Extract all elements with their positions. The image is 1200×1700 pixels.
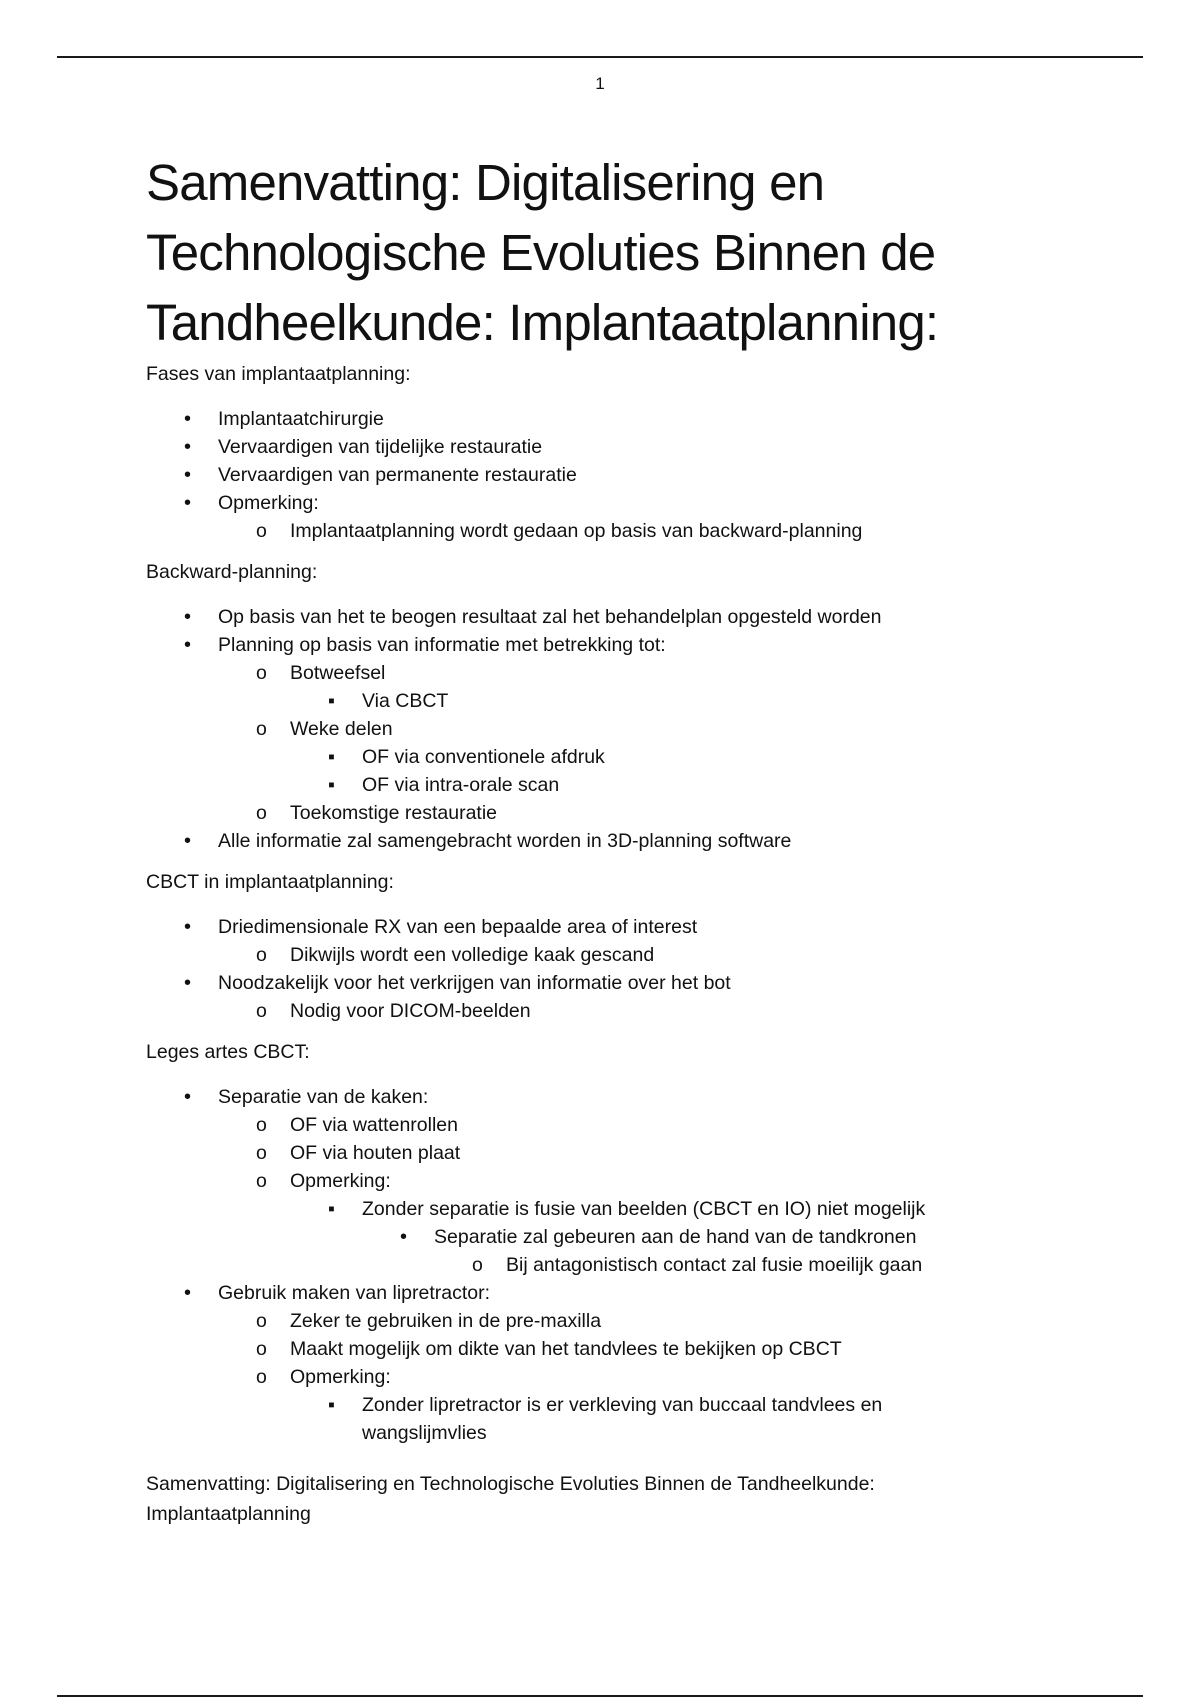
section-heading-cbct: CBCT in implantaatplanning: <box>146 871 394 893</box>
list-item: • Vervaardigen van permanente restauratie <box>184 464 577 486</box>
list-item: o Nodig voor DICOM-beelden <box>256 1000 531 1022</box>
list-item: o Bij antagonistisch contact zal fusie moeilijk gaan <box>472 1254 923 1276</box>
title-line: Tandheelkunde: Implantaatplanning: <box>146 294 939 351</box>
list-item: • Separatie van de kaken: o OF via wattenrollen o OF via houten plaat o Opmerking: ▪ Zonder separatie is fusie van beelden (CBCT en IO) niet mogelijk • Separatie zal gebeuren aan de hand van de tandkronen o Bij antagonistisch contact zal fusie moeilijk gaan <box>146 1083 1146 1279</box>
list-item: o OF via wattenrollen <box>256 1114 458 1136</box>
section-heading-backward: Backward-planning: <box>146 561 318 583</box>
list-item: • Vervaardigen van tijdelijke restauratie <box>184 436 543 458</box>
list-item: o Opmerking: ▪ Zonder lipretractor is er verkleving van buccaal tandvlees en wangslijmvlies <box>218 1363 1146 1447</box>
list-item: o Weke delen ▪ OF via conventionele afdruk ▪ OF via intra-orale scan <box>218 715 1146 799</box>
footer-rule <box>57 1695 1143 1697</box>
title-line: Samenvatting: Digitalisering en <box>146 154 825 211</box>
list-item: o Implantaatplanning wordt gedaan op basis van backward-planning <box>256 520 863 542</box>
list-item: ▪ Zonder lipretractor is er verkleving van buccaal tandvlees en wangslijmvlies <box>328 1394 883 1444</box>
list-item: • Noodzakelijk voor het verkrijgen van informatie over het bot o Nodig voor DICOM-beelden <box>146 969 1146 1025</box>
list-item: o Toekomstige restauratie <box>256 802 498 824</box>
section-heading-fases: Fases van implantaatplanning: <box>146 363 411 385</box>
list-item: • Op basis van het te beogen resultaat zal het behandelplan opgesteld worden <box>184 606 882 628</box>
section-heading-leges: Leges artes CBCT: <box>146 1041 310 1063</box>
list-item: o Opmerking: ▪ Zonder separatie is fusie van beelden (CBCT en IO) niet mogelijk • Separatie zal gebeuren aan de hand van de tandkronen o Bij antagonistisch contact zal fusie moeilijk gaan <box>218 1167 1146 1279</box>
document-body <box>146 148 1146 1529</box>
list-item: o Zeker te gebruiken in de pre-maxilla <box>256 1310 602 1332</box>
list-item: ▪ Via CBCT <box>328 690 449 712</box>
leges-list <box>146 1083 1146 1447</box>
list-item: o Dikwijls wordt een volledige kaak gescand <box>256 944 655 966</box>
page-title <box>146 148 1146 358</box>
list-item: • Driedimensionale RX van een bepaalde area of interest o Dikwijls wordt een volledige kaak gescand <box>146 913 1146 969</box>
list-item: ▪ OF via intra-orale scan <box>328 774 560 796</box>
list-item: o OF via houten plaat <box>256 1142 461 1164</box>
list-item: • Separatie zal gebeuren aan de hand van de tandkronen o Bij antagonistisch contact zal fusie moeilijk gaan <box>362 1223 1146 1279</box>
title-line: Technologische Evoluties Binnen de <box>146 224 936 281</box>
footer-title: Samenvatting: Digitalisering en Technologische Evoluties Binnen de Tandheelkunde: Implantaatplanning <box>146 1473 875 1525</box>
cbct-list <box>146 913 1146 1025</box>
list-item: • Planning op basis van informatie met betrekking tot: o Botweefsel ▪ Via CBCT o Weke delen ▪ OF via conventionele afdruk ▪ OF via intra-orale scan o Toekomstige restauratie <box>146 631 1146 827</box>
page-number: 1 <box>595 74 605 93</box>
header-rule <box>57 56 1143 58</box>
list-item: • Implantaatchirurgie <box>184 408 384 430</box>
list-item: • Opmerking: o Implantaatplanning wordt gedaan op basis van backward-planning <box>146 489 1146 545</box>
list-item: ▪ Zonder separatie is fusie van beelden (CBCT en IO) niet mogelijk • Separatie zal gebeuren aan de hand van de tandkronen o Bij antagonistisch contact zal fusie moeilijk gaan <box>290 1195 1146 1279</box>
list-item: • Gebruik maken van lipretractor: o Zeker te gebruiken in de pre-maxilla o Maakt mogelijk om dikte van het tandvlees te bekijken op CBCT o Opmerking: ▪ Zonder lipretractor is er verkleving van buccaal tandvlees en wangslijmvlies <box>146 1279 1146 1447</box>
list-item: • Alle informatie zal samengebracht worden in 3D-planning software <box>184 830 792 852</box>
list-item: o Maakt mogelijk om dikte van het tandvlees te bekijken op CBCT <box>256 1338 842 1360</box>
list-item: ▪ OF via conventionele afdruk <box>328 746 605 768</box>
backward-list <box>146 603 1146 855</box>
list-item: o Botweefsel ▪ Via CBCT <box>218 659 1146 715</box>
fases-list <box>146 405 1146 545</box>
